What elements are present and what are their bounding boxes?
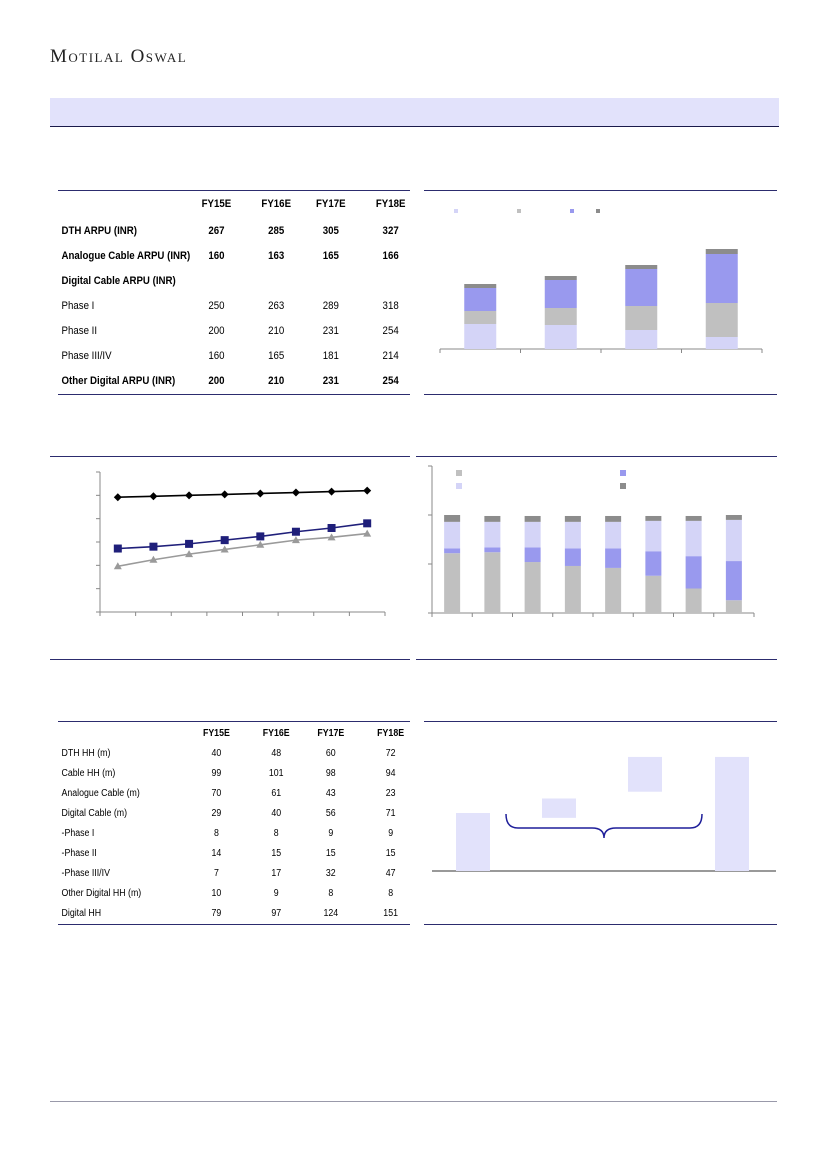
bar-segment: [525, 547, 541, 562]
table-cell: 14: [211, 848, 222, 859]
rule-mid1-left: [58, 394, 410, 395]
bar-segment: [706, 249, 738, 254]
table-cell: 210: [268, 325, 285, 337]
table-cell: 97: [271, 908, 282, 919]
table-cell: 70: [211, 788, 222, 799]
rule-top-right: [424, 190, 777, 191]
table-cell: 17: [271, 868, 282, 879]
bar-segment: [625, 330, 657, 349]
table-cell: 101: [268, 768, 284, 779]
bar-segment: [605, 522, 621, 548]
table-cell: 8: [213, 828, 219, 839]
table-cell: 23: [385, 788, 396, 799]
bar-segment: [645, 576, 661, 613]
bar-segment: [726, 515, 742, 520]
bar-segment: [484, 552, 500, 613]
data-point: [363, 519, 371, 527]
brand-logo: Motilal Oswal: [50, 46, 188, 67]
data-point: [149, 543, 157, 551]
table-cell: 8: [328, 888, 334, 899]
table-cell: 250: [208, 300, 225, 312]
table-cell: 151: [383, 908, 398, 919]
bar-segment: [686, 516, 702, 521]
bar-segment: [565, 566, 581, 613]
row-label: Other Digital HH (m): [61, 888, 142, 899]
bar-segment: [625, 306, 657, 330]
table-cell: 267: [208, 225, 225, 237]
rule-mid1-right: [424, 394, 777, 395]
stacked-bar-chart-mix: [424, 462, 777, 657]
bar-segment: [625, 265, 657, 269]
table-cell: 200: [208, 375, 225, 387]
rule-top-left: [58, 190, 410, 191]
table-cell: 99: [211, 768, 222, 779]
arpu-table: [58, 198, 406, 394]
bar-segment: [645, 551, 661, 576]
row-label: -Phase I: [61, 828, 95, 839]
table-cell: 47: [385, 868, 396, 879]
data-point: [256, 489, 264, 497]
table-cell: 10: [211, 888, 222, 899]
bar-segment: [545, 325, 577, 349]
data-point: [149, 492, 157, 500]
table-cell: 43: [325, 788, 336, 799]
legend-swatch: [620, 470, 626, 476]
row-label: DTH HH (m): [61, 748, 111, 759]
table-cell: 254: [382, 375, 399, 387]
table-cell: 8: [273, 828, 279, 839]
rule-bottom-left: [58, 924, 410, 925]
table-cell: 72: [385, 748, 396, 759]
stacked-bar-chart-revenue: [424, 196, 777, 391]
table-cell: 8: [388, 888, 394, 899]
column-header: FY17E: [315, 198, 346, 210]
table-cell: 48: [271, 748, 282, 759]
table-cell: 79: [211, 908, 222, 919]
bar-segment: [464, 311, 496, 324]
data-point: [221, 490, 229, 498]
row-label: Digital Cable (m): [61, 808, 128, 819]
bar-segment: [545, 276, 577, 280]
table-cell: 289: [322, 300, 339, 312]
table-cell: 71: [385, 808, 396, 819]
bar-segment: [565, 548, 581, 566]
table-cell: 160: [208, 350, 225, 362]
row-label: DTH ARPU (INR): [61, 225, 137, 237]
rule-bottom-right: [424, 924, 777, 925]
data-point: [185, 540, 193, 548]
table-cell: 15: [325, 848, 336, 859]
table-cell: 29: [211, 808, 222, 819]
waterfall-bar: [628, 757, 662, 792]
table-cell: 231: [322, 375, 339, 387]
table-cell: 254: [382, 325, 399, 337]
table-cell: 165: [322, 250, 339, 262]
table-cell: 9: [388, 828, 394, 839]
table-cell: 7: [213, 868, 219, 879]
bar-segment: [726, 561, 742, 600]
table-cell: 98: [325, 768, 336, 779]
rule-mid2-left: [50, 456, 410, 457]
row-label: Phase I: [61, 300, 95, 312]
table-cell: 263: [268, 300, 285, 312]
table-cell: 285: [268, 225, 285, 237]
bar-segment: [444, 553, 460, 613]
table-cell: 163: [268, 250, 285, 262]
bar-segment: [444, 522, 460, 548]
footer-rule: [50, 1101, 777, 1102]
bar-segment: [464, 324, 496, 349]
rule-mid3-left: [50, 659, 410, 660]
legend-swatch: [620, 483, 626, 489]
bar-segment: [726, 520, 742, 561]
table-cell: 165: [268, 350, 285, 362]
rule-mid2-right: [416, 456, 777, 457]
bar-segment: [545, 308, 577, 325]
data-point: [292, 489, 300, 497]
bar-segment: [706, 254, 738, 303]
table-cell: 181: [322, 350, 339, 362]
bar-segment: [726, 600, 742, 613]
column-header: FY18E: [375, 198, 406, 210]
row-label: -Phase III/IV: [61, 868, 110, 879]
row-label: Analogue Cable ARPU (INR): [61, 250, 191, 262]
column-header: FY16E: [262, 728, 290, 739]
bar-segment: [645, 521, 661, 551]
rule-lower-left: [58, 721, 410, 722]
table-cell: 40: [211, 748, 222, 759]
table-cell: 9: [273, 888, 279, 899]
data-point: [328, 524, 336, 532]
bar-segment: [686, 589, 702, 614]
brace-bracket: [506, 814, 702, 838]
legend-swatch: [454, 209, 458, 213]
data-point: [292, 528, 300, 536]
table-cell: 214: [382, 350, 399, 362]
bar-segment: [706, 337, 738, 349]
bar-segment: [545, 280, 577, 308]
table-cell: 15: [385, 848, 396, 859]
table-cell: 318: [382, 300, 399, 312]
rule-lower-right: [424, 721, 777, 722]
row-label: Analogue Cable (m): [61, 788, 140, 799]
table-cell: 15: [271, 848, 282, 859]
rule-mid3-right: [416, 659, 777, 660]
table-cell: 210: [268, 375, 285, 387]
table-cell: 61: [271, 788, 282, 799]
row-label: Phase II: [61, 325, 98, 337]
column-header: FY16E: [261, 198, 292, 210]
bar-segment: [525, 522, 541, 547]
data-point: [363, 487, 371, 495]
table-cell: 200: [208, 325, 225, 337]
column-header: FY15E: [201, 198, 232, 210]
table-cell: 160: [208, 250, 225, 262]
bar-segment: [605, 568, 621, 613]
bar-segment: [565, 516, 581, 522]
row-label: Cable HH (m): [61, 768, 116, 779]
bar-segment: [706, 303, 738, 337]
table-cell: 94: [385, 768, 396, 779]
bar-segment: [484, 547, 500, 552]
bar-segment: [605, 516, 621, 522]
table-cell: 305: [322, 225, 339, 237]
table-cell: 327: [382, 225, 399, 237]
data-point: [221, 536, 229, 544]
column-header: FY15E: [202, 728, 230, 739]
bar-segment: [625, 269, 657, 306]
data-point: [256, 532, 264, 540]
row-label: Phase III/IV: [61, 350, 112, 362]
bar-segment: [484, 516, 500, 522]
line-chart-arpu-trend: [58, 462, 410, 657]
table-cell: 231: [322, 325, 339, 337]
bar-segment: [565, 522, 581, 548]
table-cell: 32: [325, 868, 336, 879]
bar-segment: [464, 288, 496, 311]
table-cell: 56: [325, 808, 336, 819]
bar-segment: [444, 548, 460, 553]
bar-segment: [444, 515, 460, 522]
bar-segment: [525, 516, 541, 522]
table-cell: 40: [271, 808, 282, 819]
data-point: [114, 493, 122, 501]
legend-swatch: [596, 209, 600, 213]
legend-swatch: [456, 483, 462, 489]
row-label: Digital HH: [61, 908, 102, 919]
data-point: [114, 545, 122, 553]
bar-segment: [525, 562, 541, 613]
legend-swatch: [517, 209, 521, 213]
table-cell: 166: [382, 250, 399, 262]
bar-segment: [686, 556, 702, 588]
table-cell: 9: [328, 828, 334, 839]
bar-segment: [464, 284, 496, 288]
waterfall-bar: [542, 799, 576, 818]
bar-segment: [605, 548, 621, 568]
data-point: [185, 491, 193, 499]
table-cell: 60: [325, 748, 336, 759]
row-label: -Phase II: [61, 848, 97, 859]
households-table: [58, 728, 405, 924]
waterfall-bar: [715, 757, 749, 871]
column-header: FY17E: [317, 728, 345, 739]
row-label: Other Digital ARPU (INR): [61, 375, 176, 387]
waterfall-bar: [456, 813, 490, 871]
legend-swatch: [570, 209, 574, 213]
bar-segment: [484, 522, 500, 547]
bar-segment: [686, 521, 702, 556]
legend-swatch: [456, 470, 462, 476]
bar-segment: [645, 516, 661, 521]
data-point: [328, 488, 336, 496]
section-banner: [50, 98, 779, 127]
table-cell: 124: [323, 908, 339, 919]
waterfall-chart: [424, 728, 777, 923]
column-header: FY18E: [377, 728, 405, 739]
row-label: Digital Cable ARPU (INR): [61, 275, 176, 287]
